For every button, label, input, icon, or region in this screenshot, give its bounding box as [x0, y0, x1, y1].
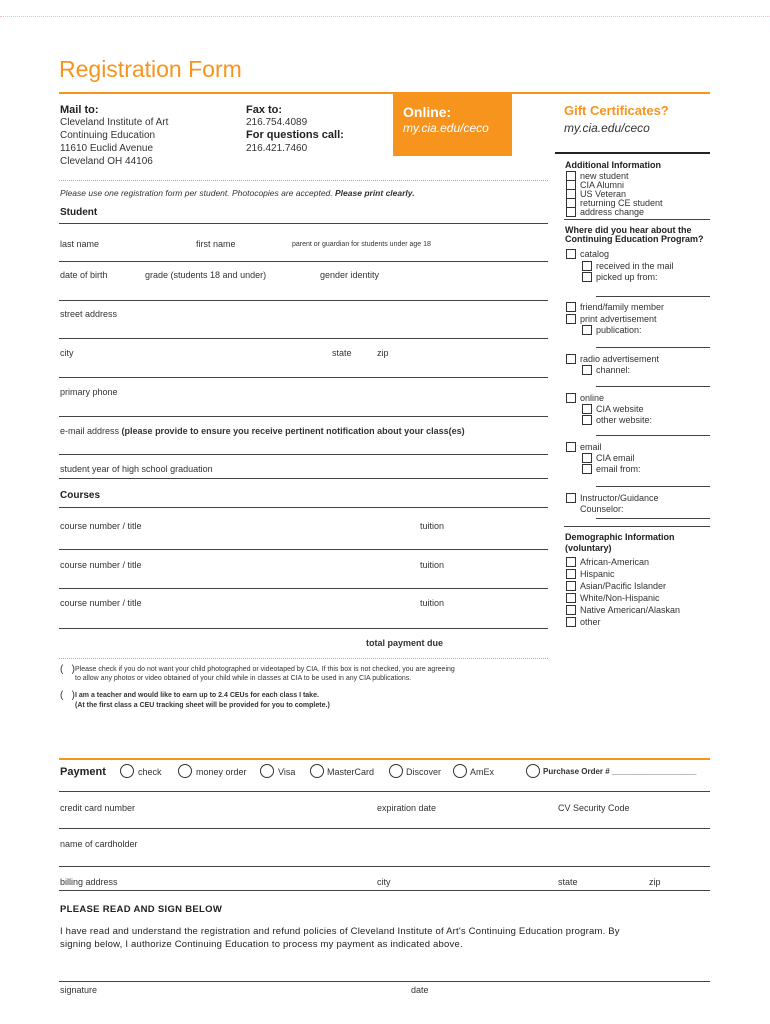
top-dotted-rule	[0, 16, 770, 17]
payment-po-radio[interactable]	[526, 764, 540, 778]
checkbox[interactable]	[582, 415, 592, 425]
payment-po: Purchase Order # ___________________	[543, 767, 697, 776]
hear-option: radio advertisement	[580, 354, 660, 364]
billing-city-label: city	[377, 877, 391, 887]
card-number-label: credit card number	[60, 803, 136, 813]
field-rule	[596, 386, 710, 387]
demographic-heading: Demographic Information	[565, 532, 675, 542]
hear-option: Counselor:	[580, 504, 624, 514]
checkbox[interactable]	[582, 261, 592, 271]
cardholder-label: name of cardholder	[60, 839, 138, 849]
field-rule	[59, 300, 548, 301]
field-rule	[59, 866, 710, 867]
payment-mastercard-radio[interactable]	[310, 764, 324, 778]
title-rule	[59, 92, 710, 94]
payment-money-order-radio[interactable]	[178, 764, 192, 778]
demographic-option: African-American	[580, 557, 650, 567]
payment-option: MasterCard	[327, 767, 375, 777]
zip-label: zip	[377, 348, 389, 358]
course-label: course number / title	[60, 521, 142, 531]
checkbox[interactable]	[566, 557, 576, 567]
section-rule	[564, 219, 710, 220]
checkbox[interactable]	[582, 404, 592, 414]
field-rule	[59, 416, 548, 417]
page-title: Registration Form	[59, 56, 242, 82]
field-rule	[59, 791, 710, 792]
demographic-option: other	[580, 617, 601, 627]
gift-label: Gift Certificates?	[564, 103, 669, 118]
field-rule	[59, 628, 548, 629]
billing-label: billing address	[60, 877, 118, 887]
field-rule	[596, 435, 710, 436]
hs-grad-label: student year of high school graduation	[60, 464, 213, 474]
payment-option: AmEx	[470, 767, 495, 777]
section-rule	[564, 526, 710, 527]
field-rule	[59, 377, 548, 378]
city-label: city	[60, 348, 74, 358]
hear-option: online	[580, 393, 605, 403]
payment-option: Visa	[278, 767, 296, 777]
email-note: (please provide to ensure you receive pertinent notification about your class(es)	[121, 426, 465, 436]
expiration-label: expiration date	[377, 803, 437, 813]
instructions-text: Please use one registration form per student. Photocopies are accepted.	[60, 188, 333, 198]
fax-number: 216.754.4089	[246, 117, 308, 128]
field-rule	[596, 296, 710, 297]
teacher-line: I am a teacher and would like to earn up to 2.4 CEUs for each class I take.	[75, 692, 319, 699]
first-name-label: first name	[196, 239, 236, 249]
online-url[interactable]: my.cia.edu/ceco	[403, 121, 489, 135]
student-heading: Student	[60, 207, 98, 218]
demographic-option: Native American/Alaskan	[580, 605, 681, 615]
checkbox[interactable]	[582, 272, 592, 282]
checkbox[interactable]	[566, 393, 576, 403]
hear-option: catalog	[580, 249, 610, 259]
billing-state-label: state	[558, 877, 578, 887]
tuition-label: tuition	[420, 521, 445, 531]
additional-option: address change	[580, 207, 645, 217]
courses-heading: Courses	[60, 490, 101, 501]
checkbox[interactable]	[582, 325, 592, 335]
checkbox[interactable]	[566, 314, 576, 324]
email-label: e-mail address	[60, 426, 120, 436]
checkbox[interactable]	[566, 581, 576, 591]
tuition-label: tuition	[420, 598, 445, 608]
field-rule	[59, 588, 548, 589]
payment-rule	[59, 758, 710, 760]
billing-zip-label: zip	[649, 877, 661, 887]
payment-option: Discover	[406, 767, 442, 777]
checkbox[interactable]	[582, 365, 592, 375]
signature-line[interactable]	[59, 981, 710, 982]
gift-rule	[555, 152, 710, 154]
payment-option: money order	[196, 767, 247, 777]
checkbox[interactable]	[566, 605, 576, 615]
hear-option: email from:	[596, 464, 641, 474]
fax-label: Fax to:	[246, 104, 283, 116]
field-rule	[596, 518, 710, 519]
field-rule	[59, 890, 710, 891]
mail-line: 11610 Euclid Avenue	[60, 143, 154, 154]
hear-option: CIA email	[596, 453, 635, 463]
demographic-option: Hispanic	[580, 569, 615, 579]
online-label: Online:	[403, 104, 452, 120]
instructions-bold: Please print clearly.	[335, 188, 415, 198]
online-box	[393, 94, 512, 156]
date-label: date	[411, 985, 429, 995]
instructions	[60, 188, 415, 198]
courses-dotted-rule	[59, 658, 548, 659]
email-field-label	[60, 426, 465, 436]
hear-option: friend/family member	[580, 302, 665, 312]
phone-label: primary phone	[60, 387, 118, 397]
field-rule	[59, 828, 710, 829]
gift-url[interactable]: my.cia.edu/ceco	[564, 121, 650, 135]
mail-label: Mail to:	[60, 104, 99, 116]
hear-option: channel:	[596, 365, 631, 375]
hear-option: email	[580, 442, 602, 452]
checkbox[interactable]	[582, 453, 592, 463]
checkbox[interactable]	[566, 493, 576, 503]
state-label: state	[332, 348, 352, 358]
payment-amex-radio[interactable]	[453, 764, 467, 778]
teacher-line: (At the first class a CEU tracking sheet will be provided for you to complete.)	[75, 702, 330, 709]
additional-option: new student	[580, 171, 629, 181]
payment-option: check	[138, 767, 162, 777]
header-dotted-rule	[59, 180, 548, 181]
gender-label: gender identity	[320, 270, 380, 280]
course-label: course number / title	[60, 598, 142, 608]
demographic-option: Asian/Pacific Islander	[580, 581, 667, 591]
hear-option: print advertisement	[580, 314, 657, 324]
payment-label: Payment	[60, 766, 106, 778]
checkbox[interactable]	[582, 464, 592, 474]
hear-heading: Where did you hear about the	[565, 225, 692, 235]
field-rule	[59, 549, 548, 550]
last-name-label: last name	[60, 239, 100, 249]
hear-option: Instructor/Guidance	[580, 493, 659, 503]
checkbox[interactable]	[566, 302, 576, 312]
signature-label: signature	[60, 985, 98, 995]
field-rule	[596, 486, 710, 487]
dob-label: date of birth	[60, 270, 108, 280]
mail-line: Cleveland OH 44106	[60, 156, 153, 167]
total-label: total payment due	[366, 638, 444, 648]
sign-text-line: signing below, I authorize Continuing Education to process my payment as indicated above.	[60, 939, 463, 950]
additional-option: returning CE student	[580, 198, 663, 208]
checkbox[interactable]	[566, 593, 576, 603]
demographic-heading: (voluntary)	[565, 543, 612, 553]
hear-heading: Continuing Education Program?	[565, 234, 704, 244]
field-rule	[596, 347, 710, 348]
course-label: course number / title	[60, 560, 142, 570]
field-rule	[59, 338, 548, 339]
payment-check-radio[interactable]	[120, 764, 134, 778]
hear-option: picked up from:	[596, 272, 658, 282]
questions-label: For questions call:	[246, 129, 344, 141]
grade-label: grade (students 18 and under)	[145, 270, 267, 280]
mail-line: Cleveland Institute of Art	[60, 117, 169, 128]
field-rule	[59, 478, 548, 479]
field-rule	[59, 261, 548, 262]
hear-option: publication:	[596, 325, 642, 335]
street-label: street address	[60, 309, 118, 319]
additional-heading: Additional Information	[565, 160, 661, 170]
field-rule	[59, 454, 548, 455]
photo-consent-line: Please check if you do not want your child photographed or videotaped by CIA. If this box is not checked, you are agreeing	[75, 666, 455, 673]
demographic-option: White/Non-Hispanic	[580, 593, 660, 603]
hear-option: other website:	[596, 415, 653, 425]
additional-option: CIA Alumni	[580, 180, 625, 190]
tuition-label: tuition	[420, 560, 445, 570]
checkbox[interactable]	[566, 354, 576, 364]
photo-consent-checkbox[interactable]: ( )	[60, 664, 75, 675]
payment-discover-radio[interactable]	[389, 764, 403, 778]
checkbox[interactable]	[566, 249, 576, 259]
checkbox[interactable]	[566, 207, 576, 217]
payment-visa-radio[interactable]	[260, 764, 274, 778]
checkbox[interactable]	[566, 569, 576, 579]
photo-consent-line: to allow any photos or video obtained of your child while in classes at CIA to be used in any CIA publications.	[75, 675, 412, 682]
mail-line: Continuing Education	[60, 130, 156, 141]
hear-option: CIA website	[596, 404, 644, 414]
teacher-checkbox[interactable]: ( )	[60, 690, 75, 701]
guardian-label: parent or guardian for students under age 18	[292, 241, 431, 248]
sign-text-line: I have read and understand the registration and refund policies of Cleveland Institute of Art's Continuing Education program. By	[60, 926, 620, 937]
checkbox[interactable]	[566, 617, 576, 627]
hear-option: received in the mail	[596, 261, 674, 271]
courses-rule	[59, 507, 548, 508]
cvv-label: CV Security Code	[558, 803, 630, 813]
checkbox[interactable]	[566, 442, 576, 452]
sign-heading: PLEASE READ AND SIGN BELOW	[60, 904, 223, 915]
additional-option: US Veteran	[580, 189, 627, 199]
student-rule	[59, 223, 548, 224]
questions-number: 216.421.7460	[246, 143, 308, 154]
